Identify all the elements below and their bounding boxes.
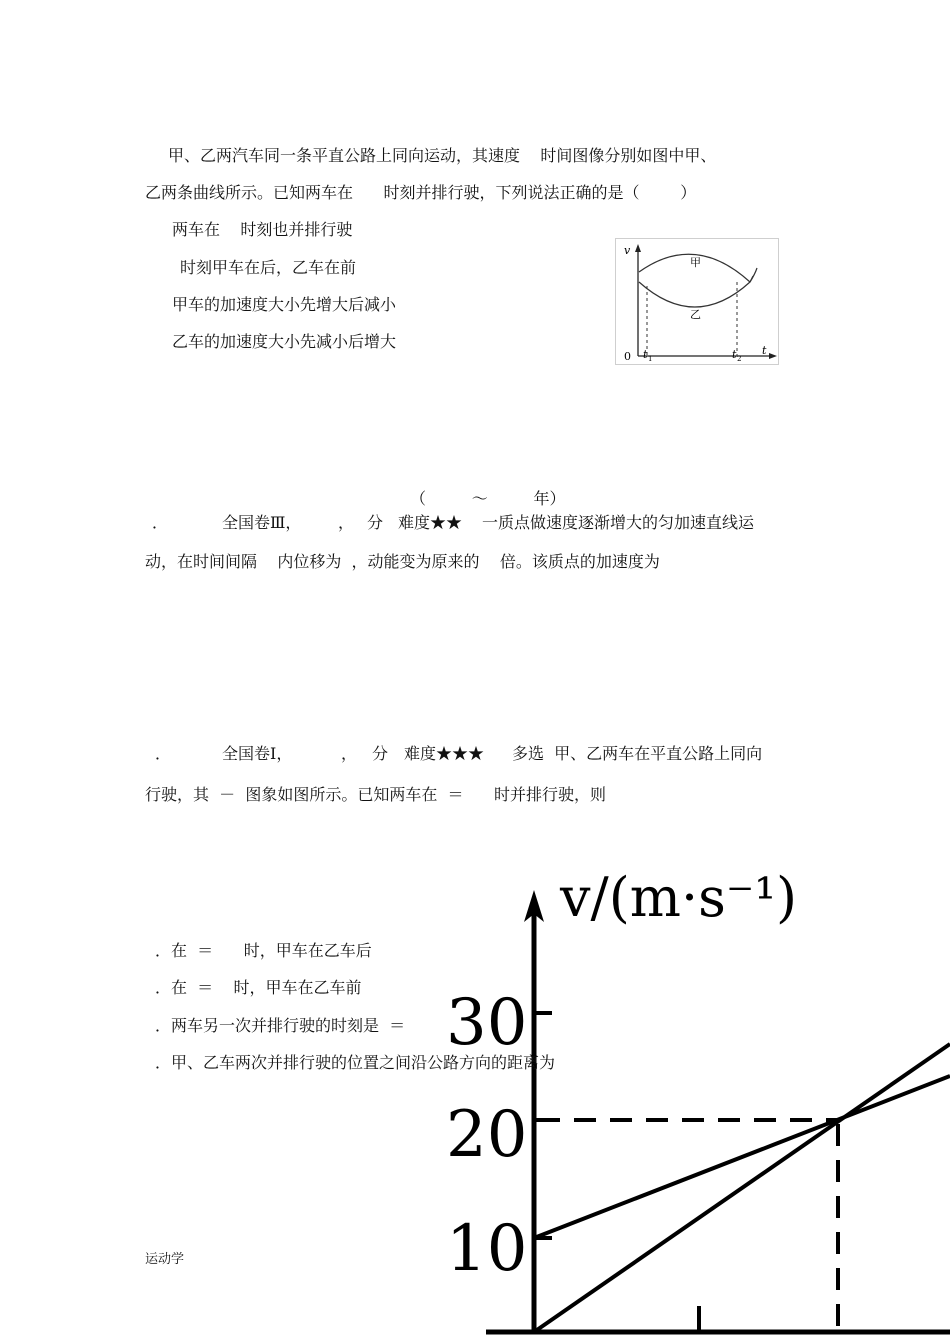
y-axis-label: v/(m·s⁻¹) [560, 866, 798, 929]
q1-stem-line2: 乙两条曲线所示。已知两车在 时刻并排行驶，下列说法正确的是（ ） [145, 183, 697, 202]
y-tick-20: 20 [446, 1098, 528, 1172]
y-tick-10: 10 [446, 1212, 528, 1286]
q3-source: 全国卷Ⅰ， [222, 744, 293, 763]
q1-stem-line1: 甲、乙两汽车同一条平直公路上同向运动，其速度 时间图像分别如图中甲、 [168, 146, 717, 165]
t1-label: t [643, 348, 648, 361]
q1-vt-figure [615, 238, 780, 366]
q3-text-line1: 多选 甲、乙两车在平直公路上同向 [512, 744, 763, 763]
curve-yi-label: 乙 [690, 308, 701, 321]
curve-yi [639, 276, 753, 307]
q2-year-range: （ ～ 年） [410, 489, 566, 508]
q2-text-line2: 动，在时间间隔 内位移为 ，动能变为原来的 倍。该质点的加速度为 [145, 552, 660, 571]
q2-text-line1: 一质点做速度逐渐增大的匀加速直线运 [482, 513, 755, 532]
q3-number: ． [155, 744, 172, 763]
q3-score: 分 [372, 744, 389, 763]
q3-vt-figure [420, 858, 950, 1344]
q1-option-a: 两车在 时刻也并排行驶 [172, 220, 353, 239]
v-axis-label: v [624, 244, 631, 257]
q3-option-d: ．甲、乙车两次并排行驶的位置之间沿公路方向的距离为 [155, 1053, 556, 1072]
q2-number: ． [152, 513, 169, 532]
t2-label: t [732, 348, 737, 361]
q1-option-b: 时刻甲车在后，乙车在前 [180, 258, 357, 277]
origin-label: 0 [624, 350, 631, 363]
q2-score: 分 [367, 513, 384, 532]
line-yi [534, 1076, 950, 1238]
footer-topic: 运动学 [145, 1252, 185, 1267]
curve-jia-label: 甲 [690, 256, 701, 269]
q3-option-c: ．两车另一次并排行驶的时刻是 ＝ [155, 1016, 406, 1035]
t2-subscript: 2 [737, 355, 742, 363]
q3-difficulty: 难度★★★ [404, 744, 485, 763]
q3-comma: ， [341, 744, 358, 763]
q1-option-c: 甲车的加速度大小先增大后减小 [172, 295, 397, 314]
q2-comma: ， [338, 513, 355, 532]
q3-option-a: ．在 ＝ 时，甲车在乙车后 [155, 941, 372, 960]
q2-source: 全国卷Ⅲ， [222, 513, 302, 532]
q1-option-d: 乙车的加速度大小先减小后增大 [172, 332, 397, 351]
q2-difficulty: 难度★★ [398, 513, 463, 532]
y-tick-30: 30 [446, 986, 528, 1060]
t-axis-label: t [762, 344, 767, 357]
q3-text-line2: 行驶，其 － 图象如图所示。已知两车在 ＝ 时并排行驶，则 [145, 785, 607, 804]
line-jia [534, 1044, 950, 1332]
t1-subscript: 1 [648, 355, 653, 363]
q3-option-b: ．在 ＝ 时，甲车在乙车前 [155, 978, 362, 997]
